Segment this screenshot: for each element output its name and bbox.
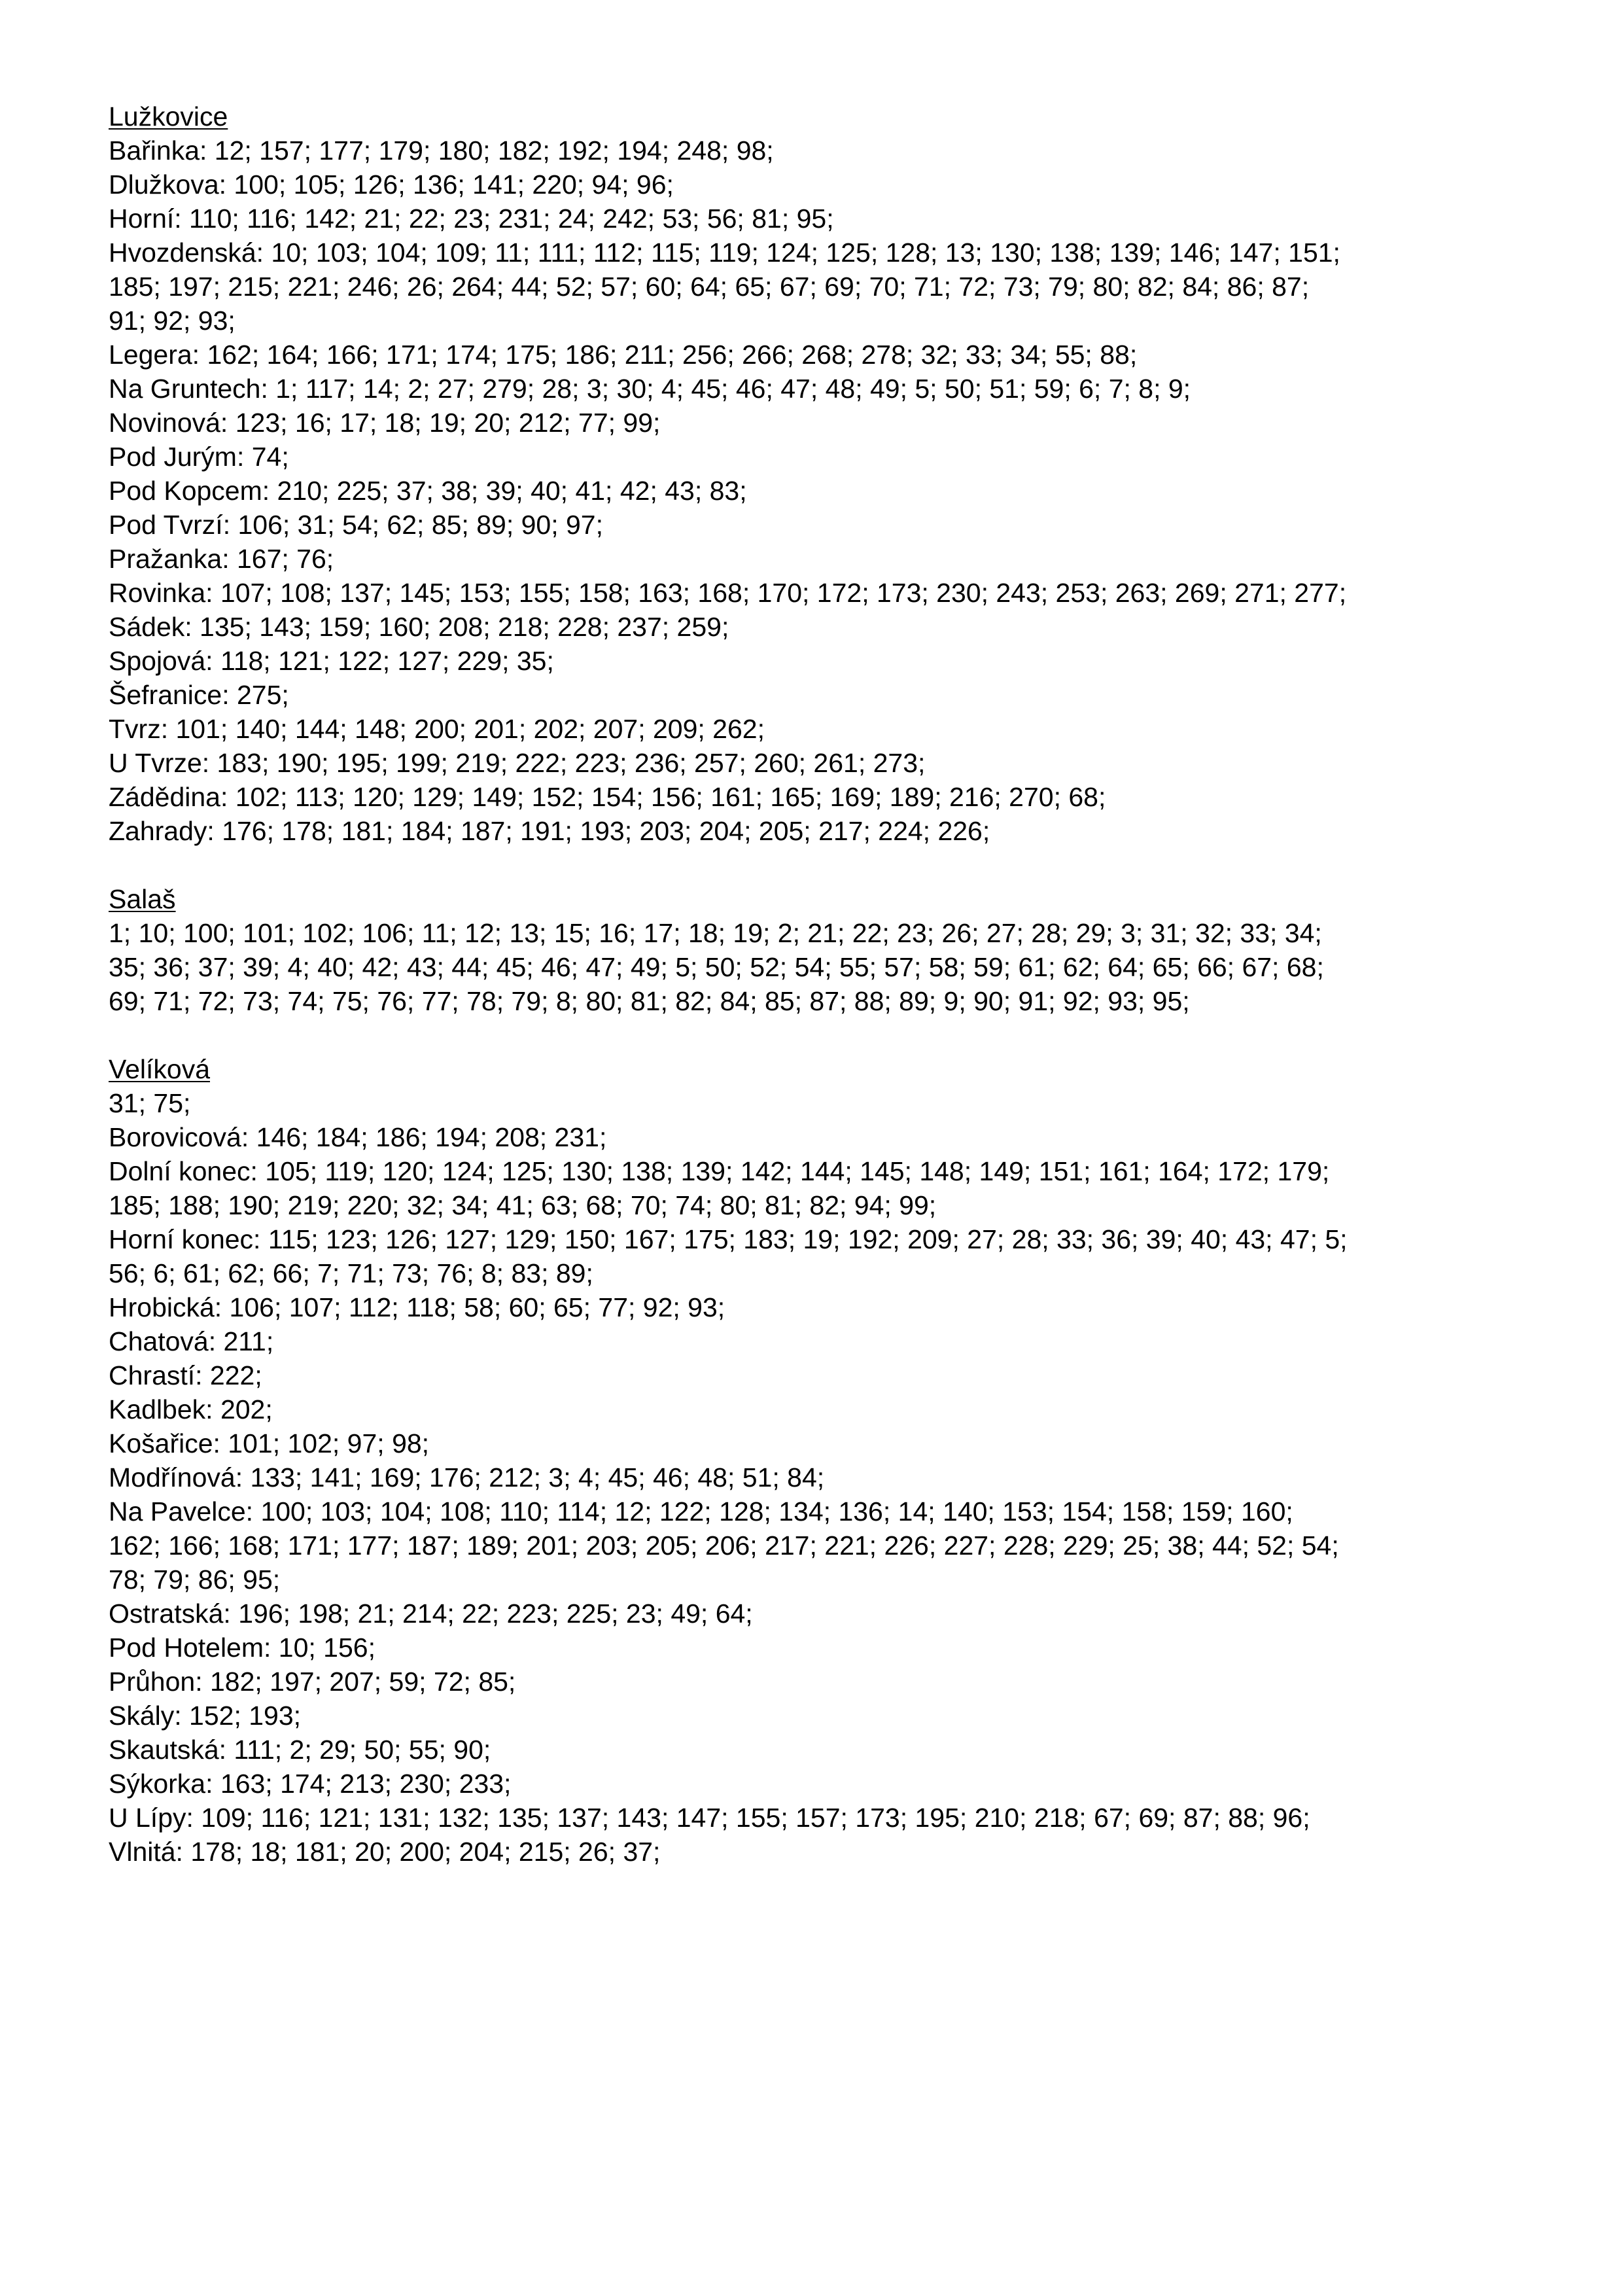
section-luzkovice — [109, 99, 1548, 848]
street-line: Pod Kopcem: 210; 225; 37; 38; 39; 40; 41; 42; 43; 83; — [109, 476, 747, 506]
document-page — [109, 99, 1548, 1869]
street-line: Spojová: 118; 121; 122; 127; 229; 35; — [109, 646, 554, 676]
section-title: Salaš — [109, 884, 176, 914]
street-line: Novinová: 123; 16; 17; 18; 19; 20; 212; 77; 99; — [109, 408, 661, 438]
section-velikova — [109, 1052, 1548, 1869]
street-line: Borovicová: 146; 184; 186; 194; 208; 231; — [109, 1122, 607, 1152]
street-line: Sýkorka: 163; 174; 213; 230; 233; — [109, 1769, 512, 1799]
street-line: Bařinka: 12; 157; 177; 179; 180; 182; 192; 194; 248; 98; — [109, 135, 774, 166]
street-line: Skály: 152; 193; — [109, 1701, 302, 1731]
street-line: Pod Jurým: 74; — [109, 442, 289, 472]
street-line: Pod Hotelem: 10; 156; — [109, 1633, 375, 1663]
street-line: 185; 188; 190; 219; 220; 32; 34; 41; 63; 68; 70; 74; 80; 81; 82; 94; 99; — [109, 1190, 937, 1220]
street-line: Sádek: 135; 143; 159; 160; 208; 218; 228; 237; 259; — [109, 612, 729, 642]
number-line: 35; 36; 37; 39; 4; 40; 42; 43; 44; 45; 46; 47; 49; 5; 50; 52; 54; 55; 57; 58; 59; 61; 62; 64; 65; 66; 67; 68; — [109, 952, 1324, 982]
number-line: 1; 10; 100; 101; 102; 106; 11; 12; 13; 15; 16; 17; 18; 19; 2; 21; 22; 23; 26; 27; 28; 29; 3; 31; 32; 33; 34; — [109, 918, 1322, 948]
street-line: Průhon: 182; 197; 207; 59; 72; 85; — [109, 1667, 516, 1697]
street-line: 56; 6; 61; 62; 66; 7; 71; 73; 76; 8; 83; 89; — [109, 1258, 593, 1288]
street-line: U Tvrze: 183; 190; 195; 199; 219; 222; 223; 236; 257; 260; 261; 273; — [109, 748, 926, 778]
street-line: U Lípy: 109; 116; 121; 131; 132; 135; 137; 143; 147; 155; 157; 173; 195; 210; 218; 67; 69; 87; 88; 96; — [109, 1803, 1310, 1833]
street-line: Pod Tvrzí: 106; 31; 54; 62; 85; 89; 90; 97; — [109, 510, 603, 540]
street-line: 185; 197; 215; 221; 246; 26; 264; 44; 52; 57; 60; 64; 65; 67; 69; 70; 71; 72; 73; 79; 80; 82; 84; 86; 87; — [109, 272, 1310, 302]
section-title: Velíková — [109, 1054, 210, 1084]
street-line: Horní: 110; 116; 142; 21; 22; 23; 231; 24; 242; 53; 56; 81; 95; — [109, 203, 834, 234]
street-line: Zahrady: 176; 178; 181; 184; 187; 191; 193; 203; 204; 205; 217; 224; 226; — [109, 816, 990, 846]
street-line: Ostratská: 196; 198; 21; 214; 22; 223; 225; 23; 49; 64; — [109, 1598, 753, 1629]
street-line: Chrastí: 222; — [109, 1360, 262, 1390]
street-line: Legera: 162; 164; 166; 171; 174; 175; 186; 211; 256; 266; 268; 278; 32; 33; 34; 55; 88; — [109, 340, 1138, 370]
street-line: Horní konec: 115; 123; 126; 127; 129; 150; 167; 175; 183; 19; 192; 209; 27; 28; 33; 36; 39; 40; 43; 47; 5; — [109, 1224, 1348, 1254]
street-line: 162; 166; 168; 171; 177; 187; 189; 201; 203; 205; 206; 217; 221; 226; 227; 228; 229; 25; 38; 44; 52; 54; — [109, 1530, 1339, 1561]
street-line: Košařice: 101; 102; 97; 98; — [109, 1428, 430, 1458]
street-line: Na Pavelce: 100; 103; 104; 108; 110; 114; 12; 122; 128; 134; 136; 14; 140; 153; 154; 158; 159; 160; — [109, 1496, 1293, 1527]
street-line: Tvrz: 101; 140; 144; 148; 200; 201; 202; 207; 209; 262; — [109, 714, 765, 744]
street-line: 91; 92; 93; — [109, 306, 236, 336]
street-line: Skautská: 111; 2; 29; 50; 55; 90; — [109, 1735, 491, 1765]
section-salas — [109, 882, 1548, 1018]
street-line: Kadlbek: 202; — [109, 1394, 273, 1424]
street-line: Dlužkova: 100; 105; 126; 136; 141; 220; 94; 96; — [109, 169, 674, 200]
section-title: Lužkovice — [109, 101, 228, 132]
number-line: 69; 71; 72; 73; 74; 75; 76; 77; 78; 79; 8; 80; 81; 82; 84; 85; 87; 88; 89; 9; 90; 91; 92; 93; 95; — [109, 986, 1190, 1016]
street-line: Rovinka: 107; 108; 137; 145; 153; 155; 158; 163; 168; 170; 172; 173; 230; 243; 253; 263; 269; 271; 277; — [109, 578, 1347, 608]
street-line: Hvozdenská: 10; 103; 104; 109; 11; 111; 112; 115; 119; 124; 125; 128; 13; 130; 138; 139; 146; 147; 151; — [109, 238, 1340, 268]
street-line: 31; 75; — [109, 1088, 191, 1118]
street-line: Modřínová: 133; 141; 169; 176; 212; 3; 4; 45; 46; 48; 51; 84; — [109, 1462, 825, 1492]
street-line: Hrobická: 106; 107; 112; 118; 58; 60; 65; 77; 92; 93; — [109, 1292, 725, 1322]
street-line: Chatová: 211; — [109, 1326, 274, 1356]
street-line: Pražanka: 167; 76; — [109, 544, 334, 574]
street-line: Šefranice: 275; — [109, 680, 289, 710]
street-line: Vlnitá: 178; 18; 181; 20; 200; 204; 215; 26; 37; — [109, 1837, 661, 1867]
street-line: Dolní konec: 105; 119; 120; 124; 125; 130; 138; 139; 142; 144; 145; 148; 149; 151; 161; 164; 172; 179; — [109, 1156, 1330, 1186]
street-line: Zádědina: 102; 113; 120; 129; 149; 152; 154; 156; 161; 165; 169; 189; 216; 270; 68; — [109, 782, 1106, 812]
street-line: 78; 79; 86; 95; — [109, 1564, 281, 1595]
street-line: Na Gruntech: 1; 117; 14; 2; 27; 279; 28; 3; 30; 4; 45; 46; 47; 48; 49; 5; 50; 51; 59; 6; 7; 8; 9; — [109, 374, 1191, 404]
